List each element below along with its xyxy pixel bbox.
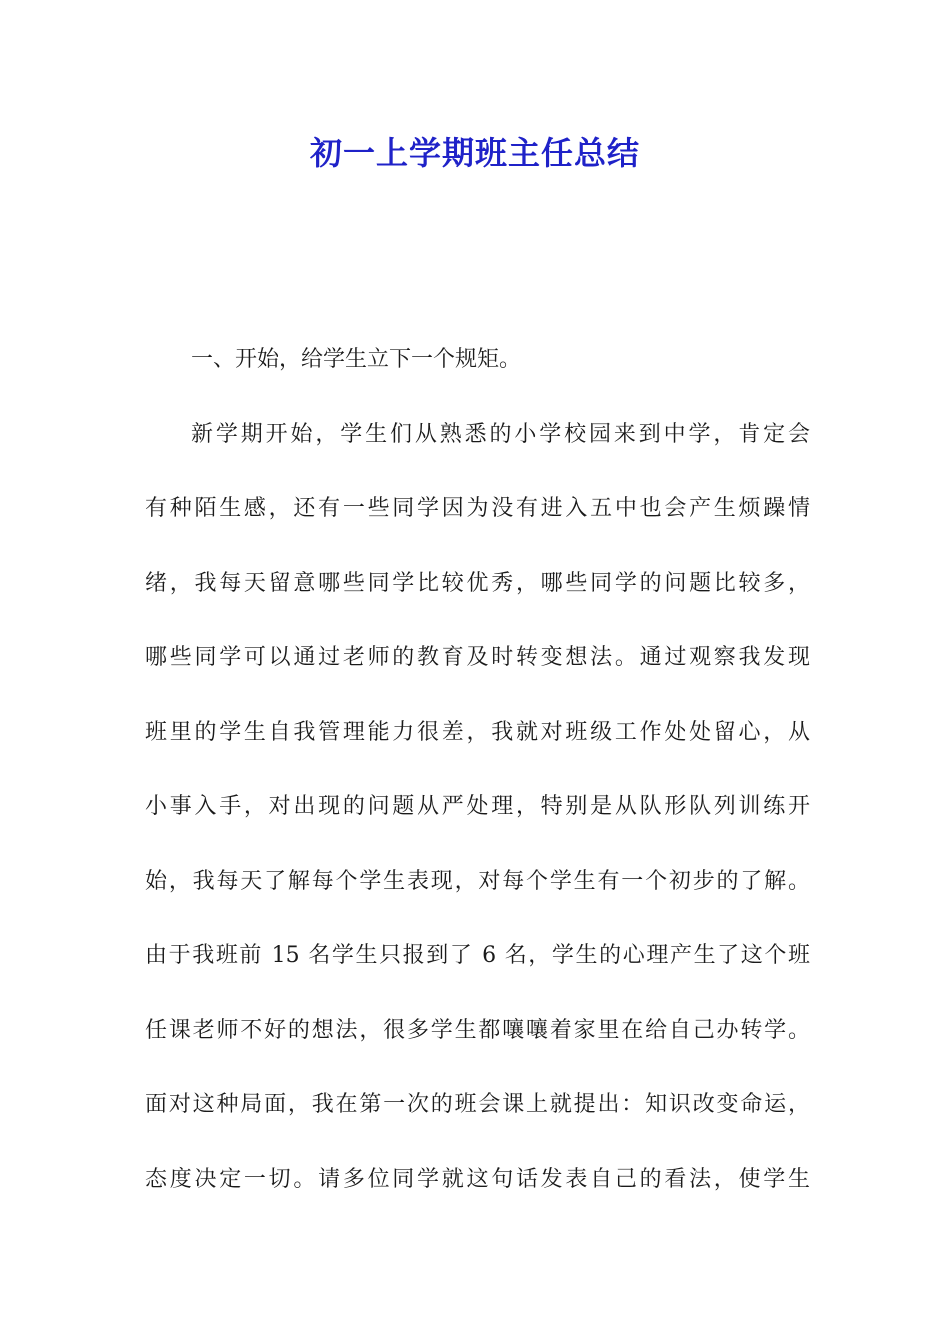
paragraph-line: 由于我班前 15 名学生只报到了 6 名，学生的心理产生了这个班 [145, 943, 810, 968]
paragraph-line: 任课老师不好的想法，很多学生都嚷嚷着家里在给自己办转学。 [145, 1017, 810, 1043]
document-title: 初一上学期班主任总结 [309, 134, 640, 172]
paragraph-line: 新学期开始，学生们从熟悉的小学校园来到中学，肯定会 [191, 421, 810, 447]
section-heading: 一、开始，给学生立下一个规矩。 [191, 347, 522, 372]
paragraph-line: 态度决定一切。请多位同学就这句话发表自己的看法，使学生 [145, 1166, 810, 1192]
paragraph-line: 有种陌生感，还有一些同学因为没有进入五中也会产生烦躁情 [145, 496, 810, 521]
paragraph-line: 哪些同学可以通过老师的教育及时转变想法。通过观察我发现 [145, 645, 810, 670]
paragraph-line: 绪，我每天留意哪些同学比较优秀，哪些同学的问题比较多， [145, 570, 810, 596]
paragraph-line: 班里的学生自我管理能力很差，我就对班级工作处处留心，从 [145, 719, 810, 745]
paragraph-line: 面对这种局面，我在第一次的班会课上就提出：知识改变命运， [145, 1092, 810, 1117]
paragraph-line: 小事入手，对出现的问题从严处理，特别是从队形队列训练开 [145, 794, 810, 819]
paragraph-line: 始，我每天了解每个学生表现，对每个学生有一个初步的了解。 [145, 868, 810, 894]
document-body [145, 334, 810, 1228]
